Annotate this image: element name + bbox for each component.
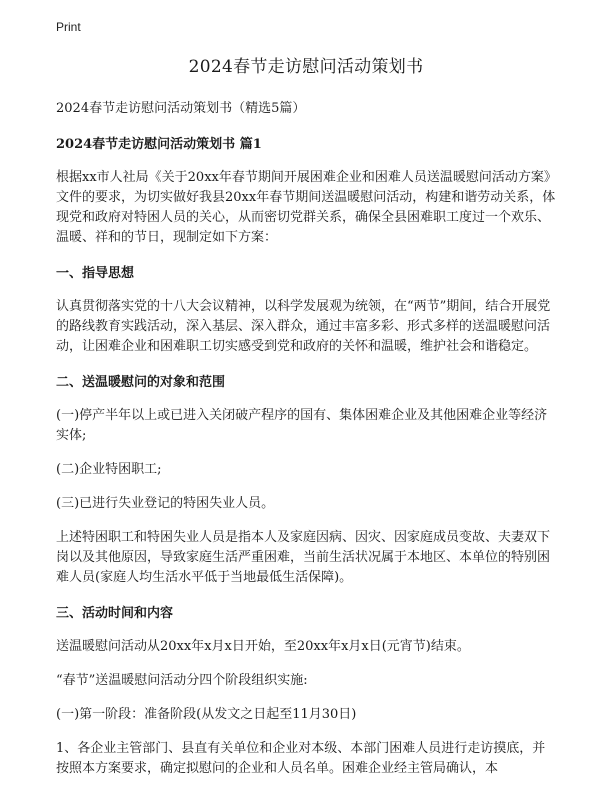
document-page — [56, 52, 556, 793]
paragraph-target-definition: 上述特困职工和特困失业人员是指本人及家庭因病、因灾、因家庭成员变故、夫妻双下岗以及其他原因，导致家庭生活严重困难，当前生活状况属于本地区、本单位的特别困难人员(家庭人均生活水平低于当地最低生活保障)。 — [56, 530, 551, 585]
paragraph-stage-1: (一)第一阶段：准备阶段(从发文之日起至11月30日) — [56, 707, 357, 722]
paragraph-guiding-ideology: 认真贯彻落实党的十八大会议精神，以科学发展观为统领，在“两节”期间，结合开展党的路线教育实践活动，深入基层、深入群众，通过丰富多彩、形式多样的送温暖慰问活动，让困难企业和困难职工切实感受到党和政府的关怀和温暖，维护社会和谐稳定。 — [56, 299, 551, 354]
section-title: 2024春节走访慰问活动策划书 篇1 — [56, 137, 262, 152]
paragraph-stages-intro: “春节”送温暖慰问活动分四个阶段组织实施: — [56, 673, 308, 688]
print-link[interactable]: Print — [56, 20, 81, 34]
heading-guiding-ideology: 一、指导思想 — [56, 266, 135, 281]
paragraph-stage-1-item-1: 1、各企业主管部门、县直有关单位和企业对本级、本部门困难人员进行走访摸底，并按照本方案要求，确定拟慰问的企业和人员名单。困难企业经主管局确认，本 — [56, 741, 546, 776]
paragraph-target-2: (二)企业特困职工; — [56, 462, 162, 477]
heading-time-content: 三、活动时间和内容 — [56, 606, 174, 621]
heading-targets-scope: 二、送温暖慰问的对象和范围 — [56, 375, 226, 390]
document-title: 2024春节走访慰问活动策划书 — [188, 57, 424, 77]
document-subtitle: 2024春节走访慰问活动策划书（精选5篇） — [56, 101, 306, 116]
paragraph-time-range: 送温暖慰问活动从20xx年x月x日开始，至20xx年x月x日(元宵节)结束。 — [56, 639, 470, 654]
paragraph-target-1: (一)停产半年以上或已进入关闭破产程序的国有、集体困难企业及其他困难企业等经济实体; — [56, 408, 548, 443]
intro-paragraph: 根据xx市人社局《关于20xx年春节期间开展困难企业和困难人员送温暖慰问活动方案》文件的要求，为切实做好我县20xx年春节期间送温暖慰问活动，构建和谐劳动关系，体现党和政府对特困人员的关心，从而密切党群关系，确保全县困难职工度过一个欢乐、温暖、祥和的节日，现制定如下方案： — [56, 170, 556, 245]
paragraph-target-3: (三)已进行失业登记的特困失业人员。 — [56, 496, 275, 511]
